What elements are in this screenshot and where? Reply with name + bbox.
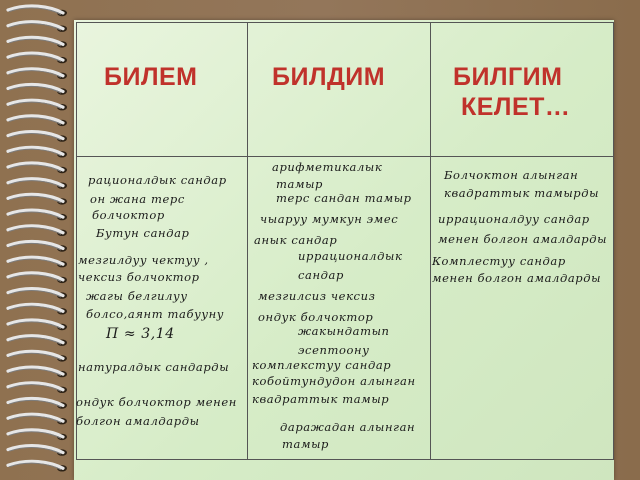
cell-text: комплекстуу сандар xyxy=(252,358,392,372)
cell-text: тамыр xyxy=(282,437,330,451)
cell-text: ондук болчоктор xyxy=(258,310,374,324)
spiral-ring xyxy=(8,446,67,456)
cell-text: иррационалдуу сандар xyxy=(438,212,590,226)
spiral-ring xyxy=(8,257,67,267)
spiral-ring xyxy=(8,304,67,314)
cell-text: мезгилсиз чексиз xyxy=(258,289,376,303)
cell-text: арифметикалык xyxy=(272,160,383,174)
spiral-ring xyxy=(8,430,67,440)
cell-text: даражадан алынган xyxy=(280,420,416,434)
spiral-ring xyxy=(8,351,67,361)
cell-text: Комплестуу сандар xyxy=(432,254,566,268)
cell-text: менен болгон амалдарды xyxy=(432,271,602,285)
cell-text: рационалдык сандар xyxy=(88,173,227,187)
cell-text: сандар xyxy=(298,268,344,282)
cell-text: анык сандар xyxy=(254,233,338,247)
spiral-ring xyxy=(8,367,67,377)
cell-text: жагы белгилуу xyxy=(86,289,188,303)
cell-text: Бутун сандар xyxy=(96,226,190,240)
spiral-ring xyxy=(8,383,67,393)
spiral-ring xyxy=(8,100,67,110)
spiral-ring xyxy=(8,132,67,142)
header-learned: БИЛДИМ xyxy=(272,63,386,91)
spiral-ring xyxy=(8,69,67,79)
spiral-ring xyxy=(8,6,67,16)
spiral-ring xyxy=(8,461,67,471)
spiral-ring xyxy=(8,116,67,126)
cell-text: квадраттык тамыр xyxy=(252,392,390,406)
notebook-spiral-binding xyxy=(0,0,74,480)
cell-text: болчоктор xyxy=(92,208,165,222)
cell-text: эсептоону xyxy=(298,343,370,357)
cell-text: чексиз болчоктор xyxy=(78,270,200,284)
spiral-ring xyxy=(8,226,67,236)
cell-text: тамыр xyxy=(276,177,324,191)
column-divider xyxy=(247,23,248,459)
cell-text: менен болгон амалдарды xyxy=(438,232,608,246)
cell-text: мезгилдуу чектуу , xyxy=(78,253,209,267)
cell-text: натуралдык сандарды xyxy=(78,360,230,374)
cell-text: терс сандан тамыр xyxy=(276,191,412,205)
header-want-to-know-line1: БИЛГИМ xyxy=(453,63,563,91)
cell-text: кобойтундудон алынган xyxy=(252,374,416,388)
spiral-ring xyxy=(8,53,67,63)
spiral-ring xyxy=(8,336,67,346)
spiral-ring xyxy=(8,179,67,189)
cell-text: ондук болчоктор менен xyxy=(76,395,237,409)
spiral-ring xyxy=(8,273,67,283)
cell-text: иррационалдык xyxy=(298,249,403,263)
spiral-ring xyxy=(8,85,67,95)
column-divider xyxy=(430,23,431,459)
cell-text: Болчоктон алынган xyxy=(444,168,579,182)
cell-text: болсо,аянт табууну xyxy=(86,307,225,321)
header-divider xyxy=(77,156,613,157)
spiral-ring xyxy=(8,163,67,173)
spiral-ring xyxy=(8,210,67,220)
cell-text: квадраттык тамырды xyxy=(444,186,600,200)
spiral-ring xyxy=(8,414,67,424)
cell-text: он жана терс xyxy=(90,192,185,206)
header-know: БИЛЕМ xyxy=(104,63,198,91)
spiral-ring xyxy=(8,147,67,157)
spiral-ring xyxy=(8,289,67,299)
spiral-ring xyxy=(8,320,67,330)
spiral-ring xyxy=(8,37,67,47)
spiral-ring xyxy=(8,399,67,409)
spiral-ring xyxy=(8,22,67,32)
header-want-to-know-line2: КЕЛЕТ… xyxy=(461,93,571,121)
spiral-ring xyxy=(8,194,67,204)
cell-text: чыаруу мумкун эмес xyxy=(260,212,399,226)
cell-text: жакындатып xyxy=(298,324,390,338)
cell-text: болгон амалдарды xyxy=(76,414,200,428)
pi-approximation: П ≈ 3,14 xyxy=(106,326,175,342)
spiral-ring xyxy=(8,242,67,252)
